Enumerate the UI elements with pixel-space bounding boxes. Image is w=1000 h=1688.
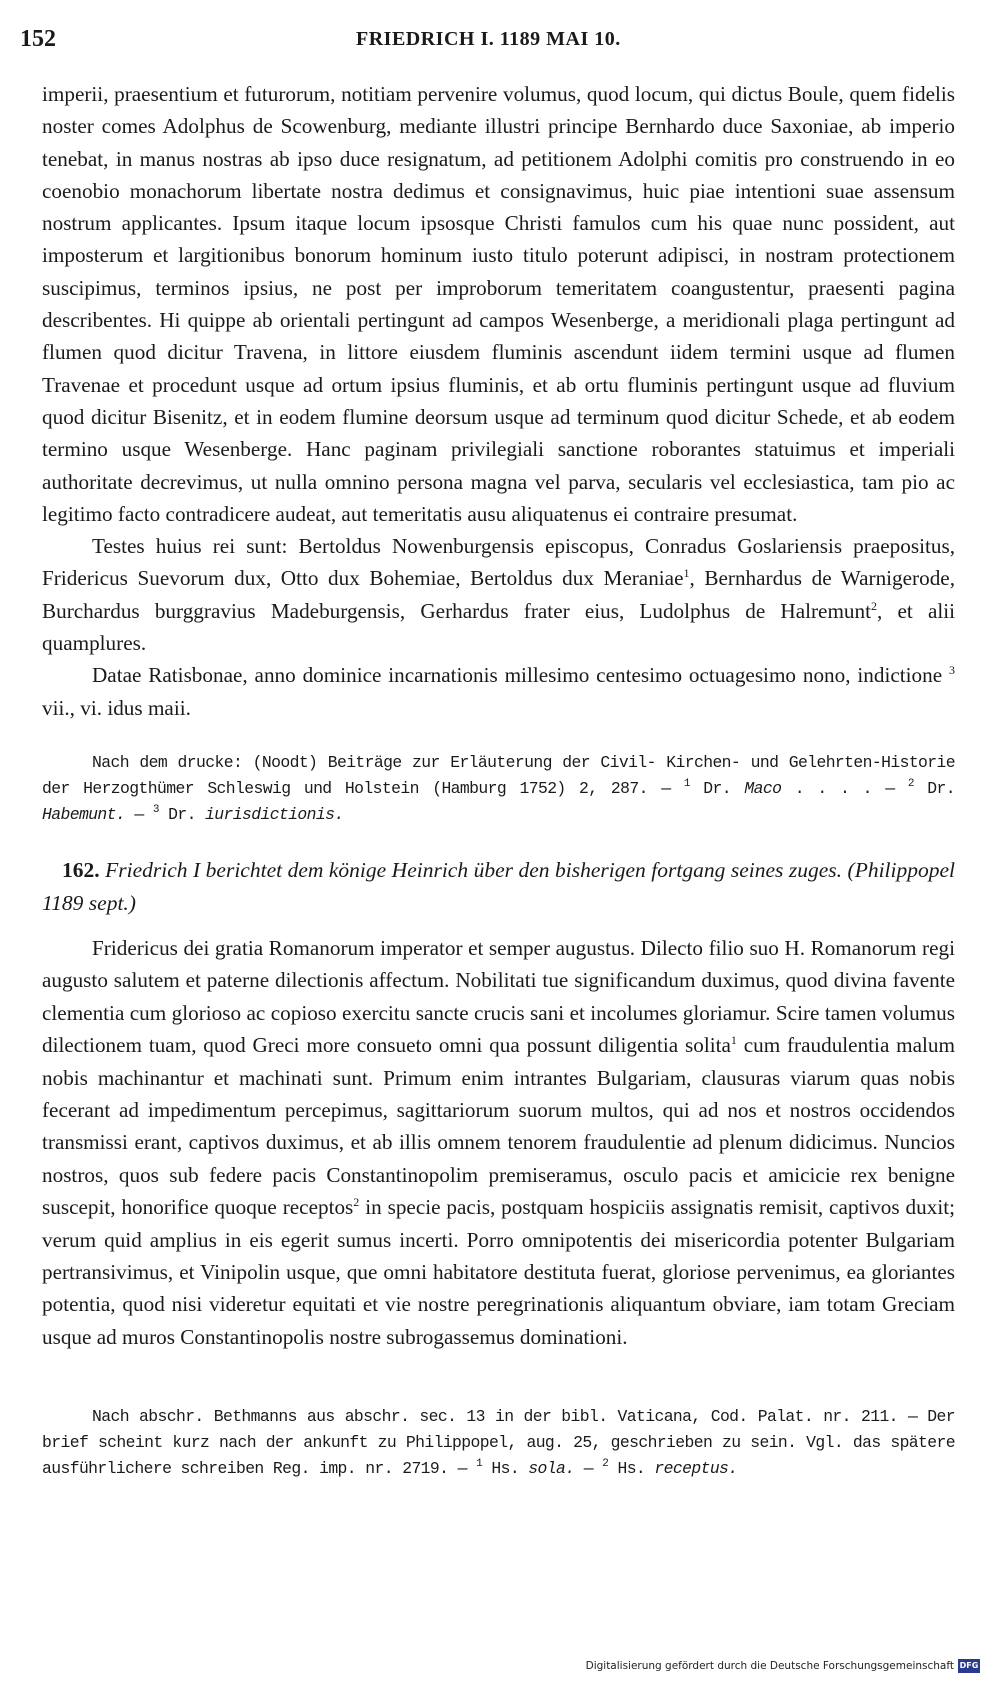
dating-text: Datae Ratisbonae, anno dominice incarnationis millesimo centesimo octuagesimo nono, indictione bbox=[92, 663, 943, 688]
dating-text: vii., vi. idus maii. bbox=[42, 695, 191, 720]
dating-paragraph bbox=[42, 659, 955, 724]
footnote-ref: 2 bbox=[353, 1195, 360, 1210]
document-place-date: (Philippopel 1189 sept.) bbox=[42, 858, 956, 915]
witness-text: , Bernhardus de Warnigerode, Burchardus burggravius Madeburgensis, Gerhardus frater eius, Ludolphus de Halremunt bbox=[42, 566, 955, 623]
note-text: — bbox=[574, 1459, 603, 1478]
letter-text-run: Fridericus dei gratia Romanorum imperator et semper augustus. Dilecto filio suo H. Romanorum regi augusto salutem et paterne dilectionis affectum. Nobilitati tue significandum duximus, quod divina favente clementia cum glorioso ac copioso exercitu sancte crucis sani et incolumes gloriamur. Scire tamen volumus dilectionem tuam, quod Greci more consueto omni qua possunt diligentia solita bbox=[42, 936, 955, 1058]
source-note-paragraph bbox=[42, 1404, 955, 1482]
heading-paragraph bbox=[42, 854, 955, 920]
document-heading bbox=[42, 854, 955, 920]
running-title: FRIEDRICH I. 1189 MAI 10. bbox=[356, 28, 621, 50]
note-text: . . . . — bbox=[781, 779, 908, 798]
note-text: Hs. bbox=[608, 1459, 655, 1478]
note-variant: iurisdictionis. bbox=[205, 805, 344, 824]
footnote-ref: 1 bbox=[730, 1033, 737, 1048]
letter-paragraph bbox=[42, 932, 955, 1353]
footnote-marker: 3 bbox=[152, 804, 159, 816]
note-variant: Maco bbox=[744, 779, 782, 798]
note-variant: sola. bbox=[528, 1459, 575, 1478]
footnote-ref: 1 bbox=[683, 566, 690, 581]
digitization-credit: Digitalisierung gefördert durch die Deutsche Forschungsgemeinschaft bbox=[585, 1660, 954, 1672]
note-text: Nach abschr. Bethmanns aus abschr. sec. 13 in der bibl. Vaticana, Cod. Palat. nr. 211. — Der brief scheint kurz nach der ankunft zu Philippopel, aug. 25, geschrieben zu sein. Vgl. das spätere ausführlichere schreiben Reg. imp. nr. 2719. — bbox=[42, 1407, 955, 1478]
document-number: 162. bbox=[62, 858, 100, 882]
footnote-marker: 1 bbox=[476, 1458, 483, 1470]
footnote-marker: 2 bbox=[602, 1458, 609, 1470]
witness-text: Testes huius rei sunt: Bertoldus Nowenburgensis episcopus, Conradus Goslariensis praepositus, Fridericus Suevorum dux, Otto dux Bohemiae, Bertoldus dux Meraniae bbox=[42, 534, 955, 591]
running-head bbox=[20, 26, 956, 56]
charter-text bbox=[42, 78, 955, 724]
source-note-paragraph bbox=[42, 750, 955, 828]
document-title: Friedrich I berichtet dem könige Heinrich über den bisherigen fortgang seines zuges. bbox=[105, 858, 843, 882]
footnote-marker: 1 bbox=[683, 778, 690, 790]
page-number: 152 bbox=[20, 26, 56, 52]
note-text: Hs. bbox=[482, 1459, 529, 1478]
witness-text: , et alii quamplures. bbox=[42, 598, 956, 656]
footnote-ref: 2 bbox=[871, 598, 878, 613]
dfg-logo-icon: DFG bbox=[958, 1659, 980, 1673]
note-text: Nach dem drucke: (Noodt) Beiträge zur Erläuterung der Civil- Kirchen- und Gelehrten-Historie der Herzogthümer Schleswig und Holstein (Hamburg 1752) 2, 287. — bbox=[42, 753, 955, 798]
note-variant: Habemunt. bbox=[42, 805, 126, 824]
note-text: Dr. bbox=[158, 805, 206, 824]
source-note-2 bbox=[42, 1404, 955, 1482]
witness-paragraph bbox=[42, 530, 955, 659]
note-variant: receptus. bbox=[654, 1459, 738, 1478]
footnote-ref: 3 bbox=[949, 663, 955, 678]
note-text: — bbox=[125, 805, 153, 824]
letter-text-run: in specie pacis, postquam hospiciis assignatis remisit, captivos duxit; verum quid amplius in eis egerit sumus incerti. Porro omnipotentis dei misericordia potenter Bulgariam pertransivimus, et Vinipolin usque, que omni habitatore destituta fuerat, gloriose pervenimus, ea gloriantes potentia, quod nisi videretur equitati et vie nostre peregrinationis aliquantum obviare, iam totam Greciam usque ad muros Constantinopolis nostre subrogassemus dominationi. bbox=[42, 1195, 955, 1349]
letter-text bbox=[42, 932, 955, 1353]
charter-paragraph: imperii, praesentium et futurorum, notitiam pervenire volumus, quod locum, qui dictus Boule, quem fidelis noster comes Adolphus de Scowenburg, mediante illustri principe Bernhardo duce Saxoniae, ab imperio tenebat, in manus nostras ab ipso duce resignatum, ad petitionem Adolphi comitis pro construendo in eo coenobio monachorum libertate nostra dedimus et consignavimus, huic piae intentioni suae assensum nostrum applicantes. Ipsum itaque locum ipsosque Christi famulos cum his quae nunc possident, aut imposterum et largitionibus bonorum hominum iusto titulo poterunt adipisci, in nostram protectionem suscipimus, terminos ipsius, ne post per improborum temeritatem coangustentur, praesenti pagina describentes. Hi quippe ab orientali pertingunt ad campos Wesenberge, a meridionali plaga pertingunt ad flumen quod dicitur Travena, in littore eiusdem fluminis ascendunt iidem termini usque ad flumen Travenae et procedunt usque ad ortum ipsius fluminis, et ab ortu fluminis pertingunt usque ad fluvium quod dicitur Bisenitz, et in eodem flumine deorsum usque ad terminum quod dicitur Schede, et ab eodem termino usque Wesenberge. Hanc paginam privilegiali sanctione roborantes statuimus et imperiali authoritate decrevimus, ut nulla omnino persona magna vel parva, secularis vel ecclesiastica, tam pio ac legitimo facto contradicere audeat, aut temeritatis ausu aliquatenus ei contraire presumat. bbox=[42, 82, 955, 526]
letter-text-run: cum fraudulentia malum nobis machinantur et machinati sunt. Primum enim intrantes Bulgariam, clausuras viarum quas nobis fecerant ad impedimentum percepimus, sagittariorum suorum multos, qui ad nos et nostros occidendos transmissi erant, captivos duximus, et ab illis omnem tenorem fraudulentie ad plenum didicimus. Nuncios nostros, quos sub federe pacis Constantinopolim premiseramus, osculo pacis et amicicie rex benigne suscepit, honorifice quoque receptos bbox=[42, 1033, 956, 1220]
footnote-marker: 2 bbox=[907, 778, 914, 790]
note-text: Dr. bbox=[913, 779, 956, 798]
note-text: Dr. bbox=[689, 779, 745, 798]
source-note bbox=[42, 750, 955, 828]
